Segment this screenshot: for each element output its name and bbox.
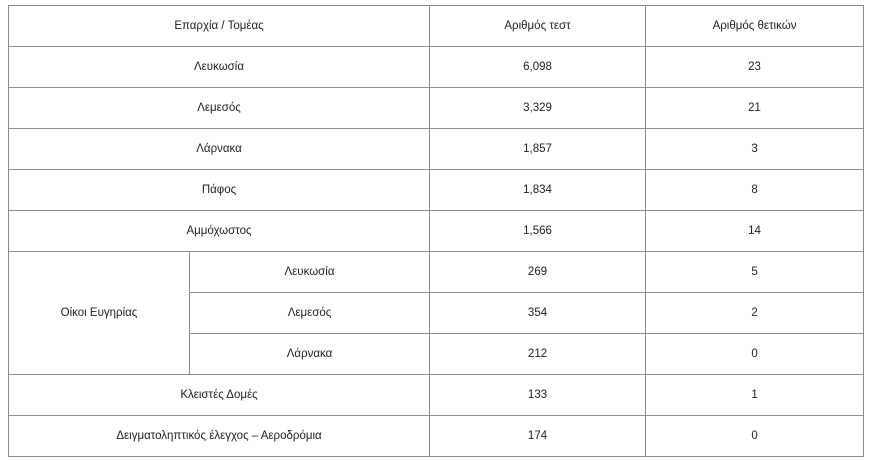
header-region: Επαρχία / Τομέας xyxy=(9,6,430,47)
header-tests: Αριθμός τεστ xyxy=(430,6,646,47)
row-positives: 0 xyxy=(646,416,864,457)
table-row xyxy=(9,211,864,252)
header-positives: Αριθμός θετικών xyxy=(646,6,864,47)
row-tests: 1,834 xyxy=(430,170,646,211)
row-label: Δειγματοληπτικός έλεγχος – Αεροδρόμια xyxy=(9,416,430,457)
row-label: Πάφος xyxy=(9,170,430,211)
row-tests: 174 xyxy=(430,416,646,457)
row-positives: 1 xyxy=(646,375,864,416)
row-positives: 3 xyxy=(646,129,864,170)
row-tests: 212 xyxy=(430,334,646,375)
table-row xyxy=(9,416,864,457)
row-positives: 14 xyxy=(646,211,864,252)
row-tests: 3,329 xyxy=(430,88,646,129)
row-tests: 1,566 xyxy=(430,211,646,252)
row-tests: 269 xyxy=(430,252,646,293)
table-row xyxy=(9,252,864,293)
row-label: Αμμόχωστος xyxy=(9,211,430,252)
table-row xyxy=(9,129,864,170)
row-label: Λεμεσός xyxy=(9,88,430,129)
care-homes-group-label: Οίκοι Ευγηρίας xyxy=(9,252,190,375)
row-positives: 23 xyxy=(646,47,864,88)
table-row xyxy=(9,88,864,129)
row-label: Λευκωσία xyxy=(9,47,430,88)
table-row xyxy=(9,47,864,88)
table-row xyxy=(9,375,864,416)
row-positives: 0 xyxy=(646,334,864,375)
row-tests: 1,857 xyxy=(430,129,646,170)
row-positives: 2 xyxy=(646,293,864,334)
row-positives: 5 xyxy=(646,252,864,293)
results-table xyxy=(8,5,864,457)
header-row xyxy=(9,6,864,47)
row-label: Λευκωσία xyxy=(190,252,430,293)
row-tests: 133 xyxy=(430,375,646,416)
row-positives: 21 xyxy=(646,88,864,129)
row-label: Λάρνακα xyxy=(9,129,430,170)
row-label: Λεμεσός xyxy=(190,293,430,334)
row-tests: 354 xyxy=(430,293,646,334)
table-row xyxy=(9,170,864,211)
row-tests: 6,098 xyxy=(430,47,646,88)
row-label: Κλειστές Δομές xyxy=(9,375,430,416)
row-positives: 8 xyxy=(646,170,864,211)
row-label: Λάρνακα xyxy=(190,334,430,375)
